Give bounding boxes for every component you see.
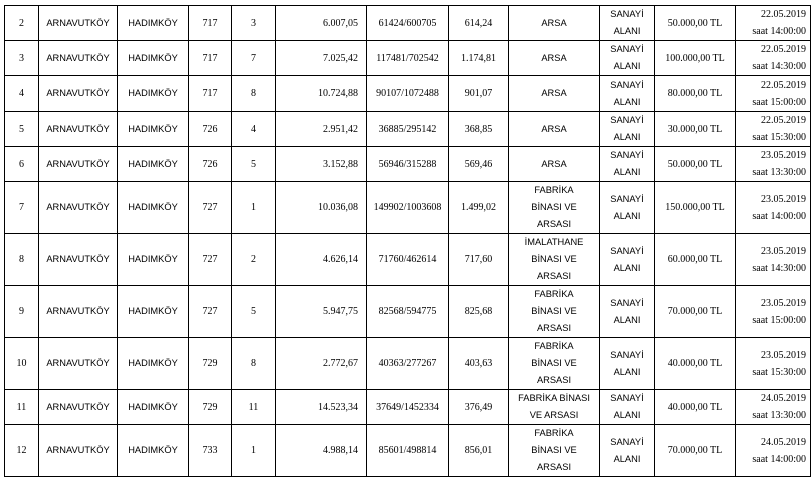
auction-time: saat 15:00:00 (752, 96, 806, 108)
cell-line: FABRİKA (534, 341, 574, 351)
cell-mahalle: HADIMKÖY (118, 182, 189, 234)
cell-imar-durumu (600, 234, 655, 286)
cell-parsel: 3 (232, 6, 276, 41)
cell-yuzolcum: 6.007,05 (276, 6, 367, 41)
cell-satisa-konu-alan: 717,60 (449, 234, 509, 286)
cell-line: SANAYİ (610, 245, 644, 256)
cell-parsel: 5 (232, 147, 276, 182)
cell-line: ALANI (613, 453, 641, 464)
cell-line: ALANI (613, 132, 641, 142)
cell-ada: 726 (189, 147, 232, 182)
cell-tahmini-bedel: 40.000,00 TL (655, 390, 736, 425)
cell-line: ALANI (613, 366, 641, 377)
cell-parsel: 7 (232, 41, 276, 76)
table-row (5, 182, 811, 234)
cell-hisse-orani: 36885/295142 (367, 112, 449, 147)
auction-time: saat 13:30:00 (752, 410, 806, 421)
cell-imar-durumu (600, 112, 655, 147)
cell-yuzolcum: 3.152,88 (276, 147, 367, 182)
cell-imar-durumu (600, 286, 655, 338)
cell-satisa-konu-alan: 368,85 (449, 112, 509, 147)
cell-ada: 729 (189, 390, 232, 425)
cell-line: ARSASI (536, 375, 572, 385)
cell-hisse-orani: 61424/600705 (367, 6, 449, 41)
table-row (5, 425, 811, 477)
cell-ada: 717 (189, 76, 232, 112)
cell-mahalle: HADIMKÖY (118, 286, 189, 338)
cell-line: ALANI (613, 26, 641, 36)
cell-ada: 717 (189, 41, 232, 76)
cell-parsel: 4 (232, 112, 276, 147)
cell-nitelik (509, 41, 600, 76)
cell-mahalle: HADIMKÖY (118, 338, 189, 390)
cell-ihale-tarihi (736, 76, 811, 112)
cell-ada: 727 (189, 182, 232, 234)
auction-time: saat 14:00:00 (752, 453, 806, 465)
table-body (5, 6, 811, 477)
cell-line: ALANI (613, 262, 641, 273)
cell-ilce: ARNAVUTKÖY (39, 147, 118, 182)
cell-ilce: ARNAVUTKÖY (39, 390, 118, 425)
cell-ada: 717 (189, 6, 232, 41)
cell-line: ALANI (613, 167, 641, 177)
cell-imar-durumu (600, 147, 655, 182)
cell-line: İMALATHANE (524, 237, 584, 247)
cell-mahalle: HADIMKÖY (118, 390, 189, 425)
cell-sira-no: 8 (5, 234, 39, 286)
cell-sira-no: 4 (5, 76, 39, 112)
cell-tahmini-bedel: 100.000,00 TL (655, 41, 736, 76)
cell-tahmini-bedel: 50.000,00 TL (655, 147, 736, 182)
cell-ihale-tarihi (736, 41, 811, 76)
cell-line: VE ARSASI (529, 410, 579, 420)
cell-ilce: ARNAVUTKÖY (39, 234, 118, 286)
cell-line: SANAYİ (610, 193, 644, 204)
cell-satisa-konu-alan: 614,24 (449, 6, 509, 41)
cell-line: ALANI (613, 61, 641, 71)
cell-line: SANAYİ (610, 349, 644, 360)
cell-ihale-tarihi (736, 112, 811, 147)
cell-line: SANAYİ (610, 297, 644, 308)
cell-hisse-orani: 40363/277267 (367, 338, 449, 390)
cell-yuzolcum: 2.951,42 (276, 112, 367, 147)
cell-line: BİNASI VE (531, 306, 577, 316)
cell-satisa-konu-alan: 825,68 (449, 286, 509, 338)
cell-nitelik (509, 112, 600, 147)
cell-sira-no: 10 (5, 338, 39, 390)
cell-sira-no: 2 (5, 6, 39, 41)
cell-satisa-konu-alan: 901,07 (449, 76, 509, 112)
auction-time: saat 15:30:00 (752, 366, 806, 378)
cell-parsel: 8 (232, 76, 276, 112)
table-row (5, 112, 811, 147)
table-row (5, 390, 811, 425)
cell-ada: 727 (189, 286, 232, 338)
cell-line: ALANI (613, 410, 641, 420)
cell-yuzolcum: 10.036,08 (276, 182, 367, 234)
cell-line: ALANI (613, 314, 641, 325)
cell-parsel: 2 (232, 234, 276, 286)
cell-satisa-konu-alan: 856,01 (449, 425, 509, 477)
cell-imar-durumu (600, 338, 655, 390)
cell-ada: 727 (189, 234, 232, 286)
auction-date: 22.05.2019 (761, 115, 806, 126)
cell-nitelik (509, 425, 600, 477)
cell-line: ALANI (613, 210, 641, 221)
cell-ilce: ARNAVUTKÖY (39, 112, 118, 147)
cell-line: FABRİKA BİNASI (518, 393, 590, 403)
cell-ilce: ARNAVUTKÖY (39, 6, 118, 41)
cell-line: SANAYİ (610, 44, 644, 54)
auction-parcels-table (4, 5, 811, 477)
cell-line: ALANI (613, 96, 641, 107)
cell-nitelik (509, 234, 600, 286)
cell-line: SANAYİ (610, 150, 644, 160)
cell-mahalle: HADIMKÖY (118, 147, 189, 182)
cell-satisa-konu-alan: 1.174,81 (449, 41, 509, 76)
auction-time: saat 14:00:00 (752, 210, 806, 222)
cell-yuzolcum: 4.626,14 (276, 234, 367, 286)
cell-ihale-tarihi (736, 425, 811, 477)
cell-ilce: ARNAVUTKÖY (39, 338, 118, 390)
cell-line: SANAYİ (610, 9, 644, 19)
cell-satisa-konu-alan: 403,63 (449, 338, 509, 390)
cell-line: BİNASI VE (531, 358, 577, 368)
cell-sira-no: 12 (5, 425, 39, 477)
cell-mahalle: HADIMKÖY (118, 425, 189, 477)
cell-parsel: 1 (232, 425, 276, 477)
cell-satisa-konu-alan: 376,49 (449, 390, 509, 425)
auction-date: 23.05.2019 (761, 193, 806, 205)
cell-line: BİNASI VE (531, 445, 577, 455)
cell-ilce: ARNAVUTKÖY (39, 182, 118, 234)
cell-nitelik (509, 338, 600, 390)
cell-ihale-tarihi (736, 390, 811, 425)
cell-tahmini-bedel: 80.000,00 TL (655, 76, 736, 112)
cell-mahalle: HADIMKÖY (118, 41, 189, 76)
cell-imar-durumu (600, 390, 655, 425)
cell-mahalle: HADIMKÖY (118, 112, 189, 147)
cell-tahmini-bedel: 70.000,00 TL (655, 425, 736, 477)
auction-date: 22.05.2019 (761, 9, 806, 20)
cell-ilce: ARNAVUTKÖY (39, 286, 118, 338)
auction-time: saat 14:30:00 (752, 61, 806, 72)
cell-mahalle: HADIMKÖY (118, 234, 189, 286)
cell-parsel: 5 (232, 286, 276, 338)
cell-ihale-tarihi (736, 147, 811, 182)
cell-line: ARSASI (536, 462, 572, 472)
cell-hisse-orani: 117481/702542 (367, 41, 449, 76)
auction-time: saat 14:30:00 (752, 262, 806, 274)
cell-nitelik (509, 286, 600, 338)
cell-yuzolcum: 4.988,14 (276, 425, 367, 477)
auction-date: 23.05.2019 (761, 297, 806, 309)
cell-nitelik (509, 182, 600, 234)
cell-nitelik (509, 390, 600, 425)
table-row (5, 286, 811, 338)
auction-date: 24.05.2019 (761, 436, 806, 448)
cell-hisse-orani: 56946/315288 (367, 147, 449, 182)
auction-time: saat 13:30:00 (752, 167, 806, 178)
cell-sira-no: 11 (5, 390, 39, 425)
cell-line: ARSA (541, 52, 567, 63)
cell-satisa-konu-alan: 1.499,02 (449, 182, 509, 234)
cell-sira-no: 7 (5, 182, 39, 234)
table-row (5, 338, 811, 390)
table-row (5, 6, 811, 41)
cell-parsel: 11 (232, 390, 276, 425)
cell-yuzolcum: 2.772,67 (276, 338, 367, 390)
cell-line: SANAYİ (610, 115, 644, 125)
cell-imar-durumu (600, 41, 655, 76)
cell-hisse-orani: 85601/498814 (367, 425, 449, 477)
cell-nitelik (509, 6, 600, 41)
cell-ada: 726 (189, 112, 232, 147)
cell-nitelik (509, 76, 600, 112)
cell-hisse-orani: 149902/1003608 (367, 182, 449, 234)
auction-time: saat 15:00:00 (752, 314, 806, 326)
cell-tahmini-bedel: 60.000,00 TL (655, 234, 736, 286)
cell-line: ARSASI (536, 271, 572, 281)
cell-tahmini-bedel: 40.000,00 TL (655, 338, 736, 390)
cell-satisa-konu-alan: 569,46 (449, 147, 509, 182)
cell-line: BİNASI VE (531, 254, 577, 264)
cell-sira-no: 5 (5, 112, 39, 147)
table-row (5, 76, 811, 112)
cell-line: SANAYİ (610, 393, 644, 403)
cell-ilce: ARNAVUTKÖY (39, 76, 118, 112)
cell-ada: 733 (189, 425, 232, 477)
cell-ihale-tarihi (736, 182, 811, 234)
cell-parsel: 1 (232, 182, 276, 234)
cell-sira-no: 9 (5, 286, 39, 338)
cell-sira-no: 6 (5, 147, 39, 182)
table-row (5, 41, 811, 76)
cell-line: ARSASI (536, 219, 572, 229)
cell-yuzolcum: 10.724,88 (276, 76, 367, 112)
auction-date: 22.05.2019 (761, 44, 806, 55)
cell-ilce: ARNAVUTKÖY (39, 425, 118, 477)
cell-hisse-orani: 90107/1072488 (367, 76, 449, 112)
cell-imar-durumu (600, 6, 655, 41)
cell-hisse-orani: 37649/1452334 (367, 390, 449, 425)
cell-ilce: ARNAVUTKÖY (39, 41, 118, 76)
cell-line: BİNASI VE (531, 202, 577, 212)
cell-imar-durumu (600, 425, 655, 477)
table-row (5, 147, 811, 182)
cell-imar-durumu (600, 182, 655, 234)
cell-line: SANAYİ (610, 79, 644, 90)
cell-ada: 729 (189, 338, 232, 390)
cell-mahalle: HADIMKÖY (118, 6, 189, 41)
table-row (5, 234, 811, 286)
cell-mahalle: HADIMKÖY (118, 76, 189, 112)
cell-nitelik (509, 147, 600, 182)
cell-yuzolcum: 14.523,34 (276, 390, 367, 425)
cell-sira-no: 3 (5, 41, 39, 76)
cell-tahmini-bedel: 50.000,00 TL (655, 6, 736, 41)
cell-line: SANAYİ (610, 436, 644, 447)
cell-hisse-orani: 71760/462614 (367, 234, 449, 286)
cell-imar-durumu (600, 76, 655, 112)
cell-ihale-tarihi (736, 338, 811, 390)
cell-line: ARSA (541, 158, 567, 169)
cell-tahmini-bedel: 150.000,00 TL (655, 182, 736, 234)
auction-time: saat 15:30:00 (752, 132, 806, 143)
auction-date: 23.05.2019 (761, 349, 806, 361)
auction-date: 22.05.2019 (761, 79, 806, 91)
cell-hisse-orani: 82568/594775 (367, 286, 449, 338)
auction-time: saat 14:00:00 (752, 26, 806, 37)
cell-yuzolcum: 5.947,75 (276, 286, 367, 338)
cell-line: ARSASI (536, 323, 572, 333)
cell-parsel: 8 (232, 338, 276, 390)
auction-date: 23.05.2019 (761, 150, 806, 161)
cell-ihale-tarihi (736, 286, 811, 338)
cell-line: ARSA (541, 17, 567, 28)
cell-tahmini-bedel: 70.000,00 TL (655, 286, 736, 338)
cell-tahmini-bedel: 30.000,00 TL (655, 112, 736, 147)
auction-date: 24.05.2019 (761, 393, 806, 404)
cell-ihale-tarihi (736, 234, 811, 286)
cell-ihale-tarihi (736, 6, 811, 41)
cell-line: ARSA (541, 88, 567, 98)
cell-line: FABRİKA (534, 428, 574, 438)
auction-date: 23.05.2019 (761, 245, 806, 257)
cell-line: FABRİKA (534, 185, 574, 195)
cell-line: ARSA (541, 123, 567, 134)
cell-yuzolcum: 7.025,42 (276, 41, 367, 76)
cell-line: FABRİKA (534, 289, 574, 299)
